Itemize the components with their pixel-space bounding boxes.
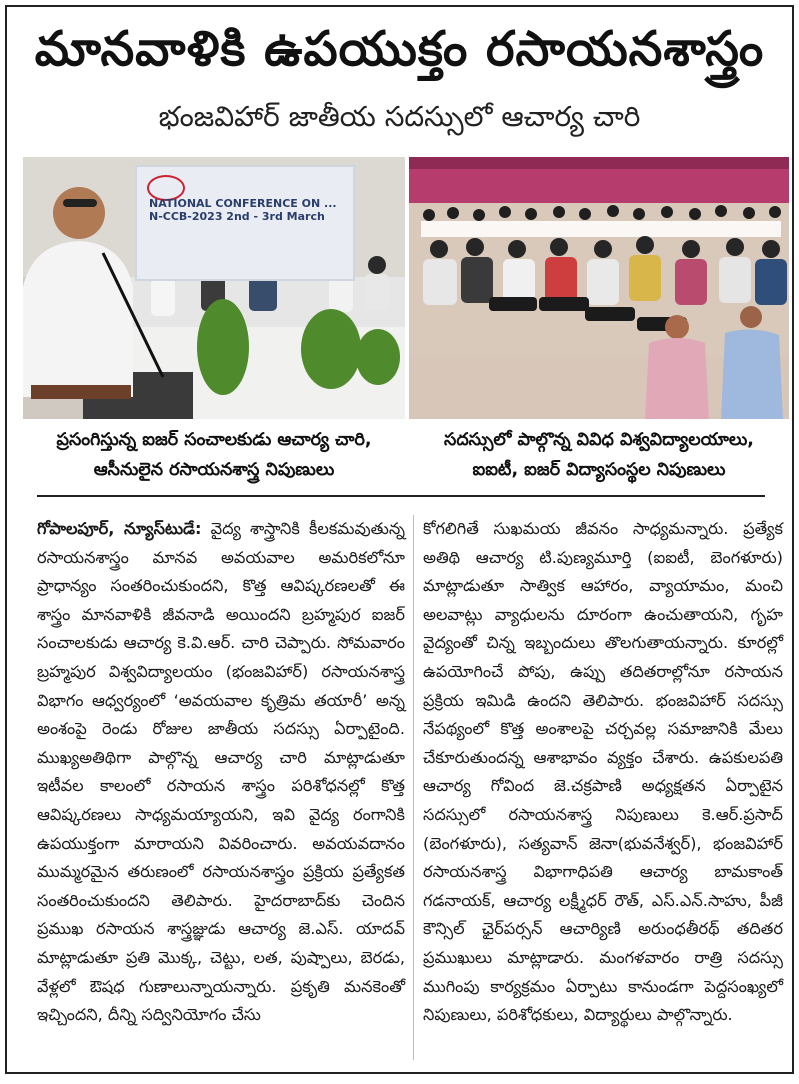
- photo-speaker-at-podium: [23, 157, 405, 419]
- article-column-left: [37, 515, 405, 1030]
- subheadline: భంజవిహార్ జాతీయ సదస్సులో ఆచార్య చారి: [158, 100, 641, 133]
- newspaper-clipping: [5, 5, 794, 1074]
- caption-left: [23, 425, 405, 485]
- headline: మానవాళికి ఉపయుక్తం రసాయనశాస్త్రం: [34, 21, 765, 77]
- banner-text: NATIONAL CONFERENCE ON ... N-CCB-2023 2nd - 3rd March: [149, 197, 337, 223]
- section-divider: [37, 495, 765, 497]
- caption-right-line-1: సదస్సులో పాల్గొన్న వివిధ విశ్వవిద్యాలయాలు,: [444, 430, 754, 450]
- photo-audience-illustration: [409, 157, 789, 419]
- article-column-right: [423, 515, 783, 1030]
- caption-left-line-1: ప్రసంగిస్తున్న ఐజర్ సంచాలకుడు ఆచార్య చారి,: [56, 430, 372, 450]
- conference-banner: [135, 165, 355, 281]
- column-divider: [413, 515, 414, 1060]
- caption-right-line-2: ఐఐటీ, ఐజర్ విద్యాసంస్థల నిపుణులు: [472, 460, 726, 480]
- article-text-right: కోగలిగితే సుఖమయ జీవనం సాధ్యమన్నారు. ప్రత్యేక అతిథి ఆచార్య టి.పుణ్యమూర్తి (ఐఐటీ, బెంగళూరు) మాట్లాడుతూ సాత్విక ఆహారం, వ్యాయామం, మంచి అలవాట్లు వ్యాధులను దూరంగా ఉంచుతాయని, గృహ వైద్యంతో చిన్న ఇబ్బందులు తొలగుతాయన్నారు. కూరల్లో ఉపయోగించే పోపు, ఉప్పు తదితరాల్లోనూ రసాయన ప్రక్రియ ఇమిడి ఉందని తెలిపారు. భంజవిహార్ సదస్సు నేపథ్యంలో కొత్త అంశాలపై చర్చవల్ల సమాజానికి మేలు చేకూరుతుందన్న ఆశాభావం వ్యక్తం చేశారు. ఉపకులపతి ఆచార్య గోవింద జె.చక్రపాణి అధ్యక్షతన ఏర్పాటైన సదస్సులో రసాయనశాస్త్ర నిపుణులు కె.ఆర్.ప్రసాద్ (బెంగళూరు), సత్యవాన్ జెనా(భువనేశ్వర్), భంజవిహార్ రసాయనశాస్త్ర విభాగాధిపతి ఆచార్య బామకాంత్ గడనాయక్, ఆచార్య లక్ష్మీధర్ రౌత్, ఎస్.ఎన్.సాహు, పీజీ కౌన్సిల్ ఛైర్‌పర్సన్ ఆచార్యిణి అరుంధతీరథ్ తదితర ప్రముఖులు మాట్లాడారు. మంగళవారం రాత్రి సదస్సు ముగింపు కార్యక్రమం ఏర్పాటు కానుండగా పెద్దసంఖ్యలో నిపుణులు, పరిశోధకులు, విద్యార్థులు పాల్గొన్నారు.: [423, 519, 783, 1025]
- article-text-left: వైద్య శాస్త్రానికి కీలకమవుతున్న రసాయనశాస్త్రం మానవ అవయవాల అమరికలోనూ ప్రాధాన్యం సంతరించుకుందని, కొత్త ఆవిష్కరణలతో ఈ శాస్త్రం మానవాళికి జీవనాడి అయిందని బ్రహ్మపుర ఐజర్ సంచాలకుడు ఆచార్య కె.వి.ఆర్. చారి చెప్పారు. సోమవారం బ్రహ్మపుర విశ్వవిద్యాలయం (భంజవిహార్) రసాయనశాస్త్ర విభాగం ఆధ్వర్యంలో ‘అవయవాల కృత్రిమ తయారీ’ అన్న అంశంపై రెండు రోజుల జాతీయ సదస్సు ఏర్పాటైంది. ముఖ్యఅతిథిగా పాల్గొన్న ఆచార్య చారి మాట్లాడుతూ ఇటీవల కాలంలో రసాయన శాస్త్రం పరిశోధనల్లో కొత్త ఆవిష్కరణలు సాధ్యమయ్యాయని, ఇవి వైద్య రంగానికి ఉపయుక్తంగా మారాయని వివరించారు. అవయవదానం ముమ్మరమైన తరుణంలో రసాయనశాస్త్రం ప్రక్రియ ప్రత్యేకత సంతరించుకుందని తెలిపారు. హైదరాబాద్‌కు చెందిన ప్రముఖ రసాయన శాస్త్రజ్ఞుడు ఆచార్య జె.ఎస్. యాదవ్ మాట్లాడుతూ ప్రతి మొక్క, చెట్టు, లత, పుష్పాలు, బెరడు, వేళ్లలో ఔషధ గుణాలున్నాయన్నారు. ప్రకృతి మనకెంతో ఇచ్చిందని, దీన్ని సద్వినియోగం చేసు: [37, 519, 406, 1025]
- dateline: గోపాలపూర్, న్యూస్‌టుడే:: [37, 519, 202, 538]
- photo-audience: [409, 157, 789, 419]
- caption-left-line-2: ఆసీనులైన రసాయనశాస్త్ర నిపుణులు: [93, 460, 335, 480]
- caption-right: [409, 425, 789, 485]
